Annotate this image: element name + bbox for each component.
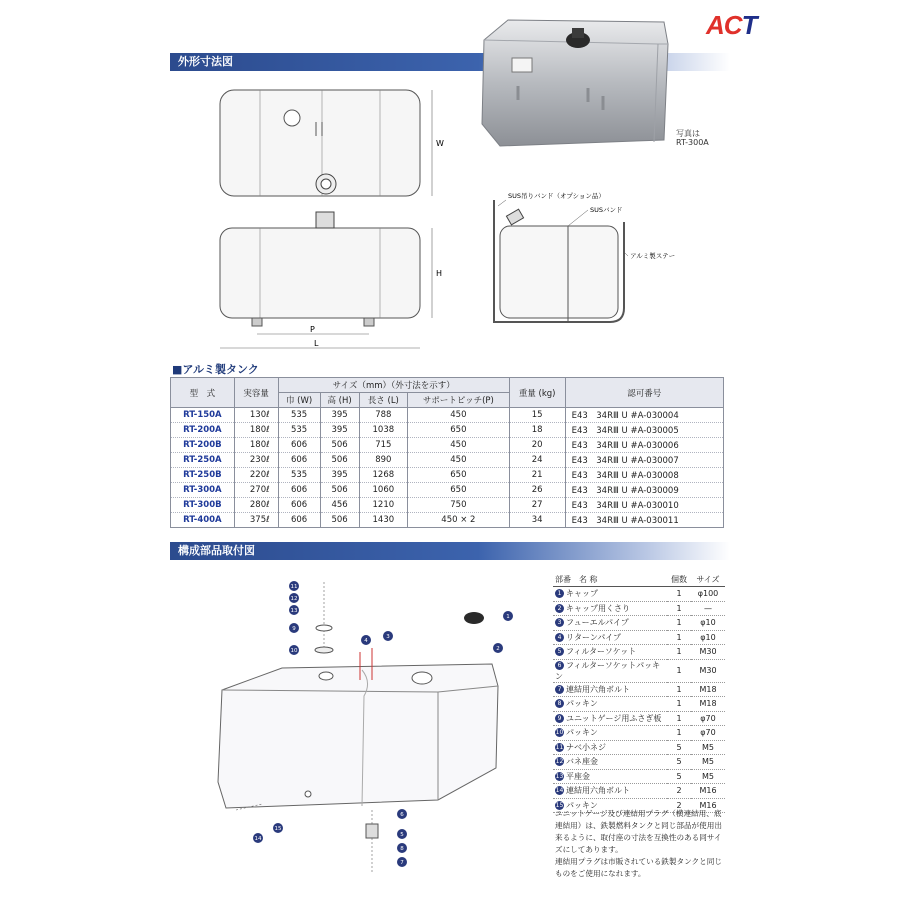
spec-row: [171, 513, 724, 528]
parts-cell-name: [553, 682, 667, 697]
spec-cell-w: 606: [278, 498, 320, 513]
parts-cell-size: φ70: [691, 726, 725, 741]
parts-col-num: 部番 名 称: [553, 572, 667, 587]
spec-cell-capacity: 280ℓ: [234, 498, 278, 513]
spec-cell-cert: E43 34RⅢ U #A-030010: [565, 498, 723, 513]
dim-h-label: H: [436, 269, 443, 278]
spec-cell-cert: E43 34RⅢ U #A-030007: [565, 453, 723, 468]
parts-cell-name: [553, 601, 667, 616]
parts-cell-name: [553, 630, 667, 645]
spec-cell-h: 506: [320, 438, 359, 453]
parts-row: [553, 659, 725, 682]
parts-row: [553, 601, 725, 616]
part-number-badge: 1: [555, 589, 564, 598]
callout-number: 9: [292, 626, 296, 633]
parts-cell-name: [553, 659, 667, 682]
section-exterior-banner: 外形寸法図: [170, 53, 730, 71]
dimension-drawing: [212, 80, 452, 360]
part-name: 連結用六角ボルト: [566, 786, 630, 796]
parts-cell-name: [553, 587, 667, 602]
bracket-label-sus: SUSバンド: [590, 206, 623, 214]
spec-row: [171, 483, 724, 498]
aluminum-tank-heading: ■アルミ製タンク: [172, 363, 259, 376]
spec-cell-w: 535: [278, 423, 320, 438]
photo-caption-1: 写真は: [676, 129, 700, 138]
callout-badge: [493, 643, 503, 653]
parts-cell-name: [553, 740, 667, 755]
bracket-label-sus-option: SUS吊りバンド（オプション品）: [508, 192, 605, 200]
parts-cell-qty: 1: [667, 697, 691, 712]
callout-badge: [289, 605, 299, 615]
col-length: 長さ (L): [359, 393, 407, 408]
spec-cell-capacity: 270ℓ: [234, 483, 278, 498]
spec-cell-p: 450: [408, 438, 510, 453]
notes-block: [555, 808, 727, 880]
part-number-badge: 12: [555, 758, 564, 766]
spec-cell-capacity: 230ℓ: [234, 453, 278, 468]
part-number-badge: 4: [555, 633, 564, 642]
part-name: リターンパイプ: [566, 632, 622, 642]
spec-row: [171, 408, 724, 423]
callout-number: 11: [290, 584, 298, 591]
parts-row: [553, 630, 725, 645]
parts-row: [553, 645, 725, 660]
col-cert: 認可番号: [565, 378, 723, 408]
spec-cell-cert: E43 34RⅢ U #A-030009: [565, 483, 723, 498]
parts-cell-qty: 5: [667, 740, 691, 755]
part-number-badge: 10: [555, 729, 564, 737]
callout-badge: [397, 843, 407, 853]
parts-cell-name: [553, 755, 667, 770]
callout-number: 13: [290, 608, 298, 615]
spec-cell-l: 715: [359, 438, 407, 453]
parts-cell-qty: 2: [667, 798, 691, 813]
part-name: パッキン: [566, 728, 598, 738]
col-height: 高 (H): [320, 393, 359, 408]
spec-row: [171, 438, 724, 453]
spec-row: [171, 423, 724, 438]
parts-col-size: サイズ: [691, 572, 725, 587]
spec-cell-kg: 26: [509, 483, 565, 498]
callout-number: 1: [506, 614, 510, 621]
parts-cell-qty: 1: [667, 726, 691, 741]
part-number-badge: 9: [555, 714, 564, 723]
dim-p-label: P: [310, 325, 315, 334]
dim-l-label: L: [314, 339, 319, 348]
spec-cell-model: RT-150A: [171, 408, 235, 423]
parts-row: [553, 784, 725, 799]
parts-row: [553, 755, 725, 770]
spec-cell-h: 395: [320, 408, 359, 423]
dim-w-label: W: [436, 139, 444, 148]
callout-badge: [289, 623, 299, 633]
parts-cell-size: M30: [691, 659, 725, 682]
parts-cell-qty: 2: [667, 784, 691, 799]
parts-cell-name: [553, 697, 667, 712]
spec-cell-model: RT-300A: [171, 483, 235, 498]
spec-cell-kg: 20: [509, 438, 565, 453]
parts-row: [553, 740, 725, 755]
part-number-badge: 8: [555, 699, 564, 708]
callout-number: 12: [290, 596, 298, 603]
spec-cell-cert: E43 34RⅢ U #A-030008: [565, 468, 723, 483]
parts-cell-qty: 1: [667, 659, 691, 682]
parts-cell-name: [553, 711, 667, 726]
spec-cell-l: 1060: [359, 483, 407, 498]
callout-number: 7: [400, 860, 404, 867]
parts-row: [553, 726, 725, 741]
part-number-badge: 3: [555, 618, 564, 627]
parts-cell-size: M5: [691, 740, 725, 755]
bracket-label-stay: アルミ製ステー: [630, 252, 676, 260]
callout-badge: [273, 823, 283, 833]
spec-cell-model: RT-400A: [171, 513, 235, 528]
part-name: キャップ用くさり: [566, 603, 630, 613]
spec-cell-p: 650: [408, 423, 510, 438]
parts-cell-qty: 1: [667, 630, 691, 645]
part-name: フィルターソケットパッキン: [555, 660, 661, 681]
parts-cell-size: φ10: [691, 630, 725, 645]
callout-badge: [253, 833, 263, 843]
parts-cell-qty: 5: [667, 769, 691, 784]
parts-row: [553, 697, 725, 712]
spec-cell-capacity: 220ℓ: [234, 468, 278, 483]
spec-cell-cert: E43 34RⅢ U #A-030004: [565, 408, 723, 423]
spec-cell-model: RT-250A: [171, 453, 235, 468]
col-weight: 重量 (kg): [509, 378, 565, 408]
callout-badge: [289, 593, 299, 603]
callout-number: 4: [364, 638, 368, 645]
spec-cell-model: RT-250B: [171, 468, 235, 483]
parts-cell-size: M16: [691, 798, 725, 813]
callout-number: 14: [254, 836, 262, 843]
parts-cell-size: M18: [691, 697, 725, 712]
part-name: ユニットゲージ用ふさぎ板: [566, 713, 662, 723]
spec-cell-w: 535: [278, 468, 320, 483]
parts-row: [553, 682, 725, 697]
parts-cell-name: [553, 769, 667, 784]
spec-cell-w: 535: [278, 408, 320, 423]
spec-cell-model: RT-200A: [171, 423, 235, 438]
note-2: 連結用プラグは市販されている鉄製タンクと同じものをご使用になれます。: [555, 857, 722, 878]
spec-cell-kg: 34: [509, 513, 565, 528]
callout-number: 2: [496, 646, 500, 653]
parts-cell-size: φ10: [691, 616, 725, 631]
spec-cell-cert: E43 34RⅢ U #A-030005: [565, 423, 723, 438]
spec-cell-l: 1038: [359, 423, 407, 438]
part-name: バネ座金: [566, 757, 598, 767]
spec-cell-w: 606: [278, 438, 320, 453]
spec-cell-w: 606: [278, 483, 320, 498]
part-number-badge: 13: [555, 772, 564, 780]
parts-cell-name: [553, 726, 667, 741]
part-name: 連結用六角ボルト: [566, 684, 630, 694]
spec-cell-capacity: 375ℓ: [234, 513, 278, 528]
callout-badge: [397, 829, 407, 839]
spec-cell-l: 788: [359, 408, 407, 423]
spec-cell-kg: 15: [509, 408, 565, 423]
parts-row: [553, 769, 725, 784]
callout-badge: [289, 581, 299, 591]
part-number-badge: 15: [555, 801, 564, 809]
callout-number: 3: [386, 634, 390, 641]
spec-row: [171, 498, 724, 513]
callout-number: 10: [290, 648, 298, 655]
spec-cell-kg: 27: [509, 498, 565, 513]
part-name: フューエルパイプ: [566, 618, 629, 628]
callout-number: 5: [400, 832, 404, 839]
part-number-badge: 11: [555, 743, 564, 751]
parts-cell-size: M30: [691, 645, 725, 660]
callout-number: 8: [400, 846, 404, 853]
spec-cell-p: 450: [408, 453, 510, 468]
spec-cell-w: 606: [278, 513, 320, 528]
callout-badge: [503, 611, 513, 621]
spec-cell-capacity: 180ℓ: [234, 423, 278, 438]
callout-number: 15: [274, 826, 282, 833]
exploded-diagram: [212, 572, 542, 882]
parts-cell-size: φ100: [691, 587, 725, 602]
spec-cell-model: RT-200B: [171, 438, 235, 453]
parts-row: [553, 587, 725, 602]
act-logo: ACT: [706, 10, 757, 40]
spec-row: [171, 468, 724, 483]
spec-cell-l: 1210: [359, 498, 407, 513]
spec-cell-l: 1268: [359, 468, 407, 483]
col-size-group: サイズ（mm）（外寸法を示す）: [278, 378, 509, 393]
spec-cell-kg: 21: [509, 468, 565, 483]
spec-cell-kg: 18: [509, 423, 565, 438]
callout-badge: [289, 645, 299, 655]
parts-cell-size: M5: [691, 755, 725, 770]
spec-cell-l: 890: [359, 453, 407, 468]
spec-cell-p: 450: [408, 408, 510, 423]
spec-cell-p: 450 × 2: [408, 513, 510, 528]
spec-cell-h: 395: [320, 423, 359, 438]
spec-cell-h: 506: [320, 453, 359, 468]
parts-table: [553, 572, 725, 813]
callout-number: 6: [400, 812, 404, 819]
parts-cell-qty: 1: [667, 711, 691, 726]
callout-badge: [361, 635, 371, 645]
parts-cell-qty: 1: [667, 645, 691, 660]
part-name: ナベ小ネジ: [566, 742, 606, 752]
spec-row: [171, 453, 724, 468]
parts-cell-size: M5: [691, 769, 725, 784]
tank-photo: [478, 14, 674, 150]
col-width: 巾 (W): [278, 393, 320, 408]
part-number-badge: 14: [555, 787, 564, 795]
note-1: ユニットゲージ及び連結用プラグ（横連結用、底連結用）は、鉄製燃料タンクと同じ部品が使用出来るように、取付座の寸法を互換性のある同サイズにしてあります。: [555, 809, 722, 854]
parts-row: [553, 711, 725, 726]
parts-cell-qty: 1: [667, 616, 691, 631]
spec-cell-h: 506: [320, 513, 359, 528]
parts-cell-size: M16: [691, 784, 725, 799]
parts-cell-qty: 1: [667, 587, 691, 602]
col-pitch: サポートピッチ(P): [408, 393, 510, 408]
spec-cell-kg: 24: [509, 453, 565, 468]
parts-row: [553, 616, 725, 631]
callout-badge: [397, 809, 407, 819]
photo-caption-2: RT-300A: [676, 138, 709, 147]
part-name: 平座金: [566, 771, 590, 781]
parts-cell-qty: 5: [667, 755, 691, 770]
col-capacity: 実容量: [234, 378, 278, 408]
parts-cell-size: —: [691, 601, 725, 616]
part-name: パッキン: [566, 800, 598, 810]
spec-cell-h: 506: [320, 483, 359, 498]
spec-cell-capacity: 130ℓ: [234, 408, 278, 423]
parts-col-qty: 個数: [667, 572, 691, 587]
part-name: キャップ: [566, 589, 598, 599]
spec-cell-model: RT-300B: [171, 498, 235, 513]
spec-cell-p: 750: [408, 498, 510, 513]
part-name: パッキン: [566, 699, 598, 709]
spec-cell-capacity: 180ℓ: [234, 438, 278, 453]
bracket-drawing: [478, 182, 688, 342]
part-number-badge: 6: [555, 661, 564, 670]
parts-cell-qty: 1: [667, 682, 691, 697]
spec-cell-w: 606: [278, 453, 320, 468]
parts-cell-qty: 1: [667, 601, 691, 616]
part-number-badge: 7: [555, 685, 564, 694]
callout-badge: [397, 857, 407, 867]
spec-cell-p: 650: [408, 483, 510, 498]
parts-cell-name: [553, 616, 667, 631]
col-model: 型 式: [171, 378, 235, 408]
section-components-banner: 構成部品取付図: [170, 542, 730, 560]
parts-cell-size: φ70: [691, 711, 725, 726]
spec-cell-h: 395: [320, 468, 359, 483]
parts-cell-name: [553, 645, 667, 660]
spec-cell-h: 456: [320, 498, 359, 513]
parts-cell-name: [553, 784, 667, 799]
part-number-badge: 2: [555, 604, 564, 613]
spec-cell-p: 650: [408, 468, 510, 483]
spec-cell-l: 1430: [359, 513, 407, 528]
part-name: フィルターソケット: [566, 647, 637, 657]
spec-table: [170, 377, 724, 528]
spec-cell-cert: E43 34RⅢ U #A-030011: [565, 513, 723, 528]
parts-cell-size: M18: [691, 682, 725, 697]
spec-cell-cert: E43 34RⅢ U #A-030006: [565, 438, 723, 453]
part-number-badge: 5: [555, 647, 564, 656]
callout-badge: [383, 631, 393, 641]
